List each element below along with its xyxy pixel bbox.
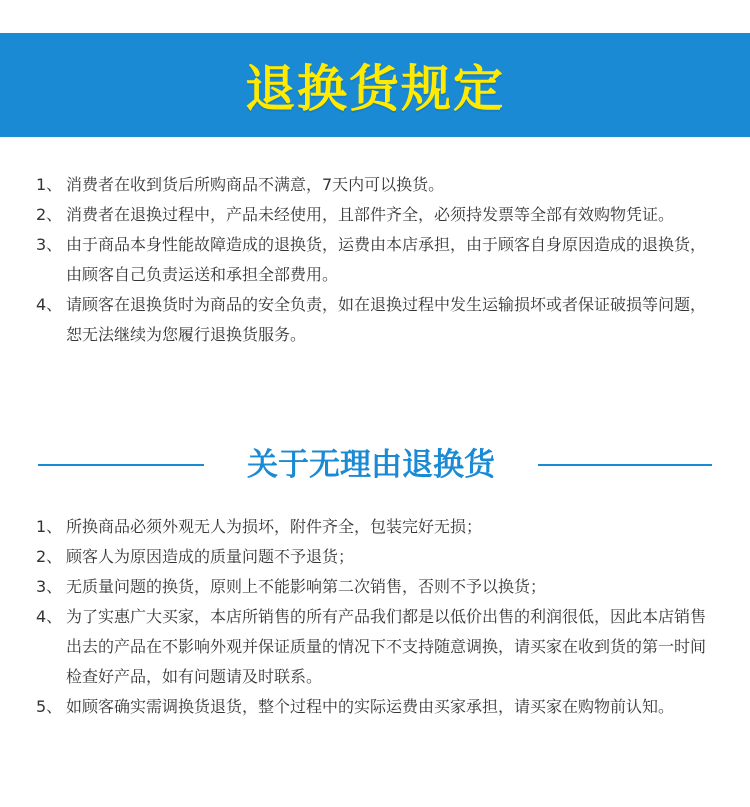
- item-number: 5、: [36, 697, 63, 716]
- list-item: [0, 200, 750, 230]
- item-number: 4、: [36, 295, 63, 314]
- section-title: 关于无理由退换货: [247, 447, 495, 483]
- divider-left: [38, 464, 204, 466]
- return-rules-section: [0, 170, 750, 350]
- item-text: 如顾客确实需调换货退货，整个过程中的实际运费由买家承担，请买家在购物前认知。: [66, 697, 675, 716]
- item-text: 消费者在退换过程中，产品未经使用，且部件齐全，必须持发票等全部有效购物凭证。: [66, 205, 675, 224]
- item-number: 3、: [36, 577, 63, 596]
- item-text: 请顾客在退换货时为商品的安全负责，如在退换过程中发生运输损坏或者保证破损等问题，恕无法继续为您履行退换货服务。: [66, 295, 707, 344]
- no-reason-return-section: [0, 512, 750, 722]
- list-item: [0, 692, 750, 722]
- item-text: 消费者在收到货后所购商品不满意，7天内可以换货。: [66, 175, 445, 194]
- item-number: 1、: [36, 517, 63, 536]
- page-title: 退换货规定: [245, 60, 505, 118]
- item-number: 3、: [36, 235, 63, 254]
- no-reason-rules-list: [0, 512, 750, 722]
- list-item: [0, 290, 750, 350]
- item-number: 2、: [36, 205, 63, 224]
- list-item: [0, 230, 750, 290]
- item-number: 4、: [36, 607, 63, 626]
- item-text: 由于商品本身性能故障造成的退换货，运费由本店承担，由于顾客自身原因造成的退换货，由顾客自己负责运送和承担全部费用。: [66, 235, 707, 284]
- list-item: [0, 542, 750, 572]
- item-text: 无质量问题的换货，原则上不能影响第二次销售，否则不予以换货；: [66, 577, 547, 596]
- item-text: 为了实惠广大买家，本店所销售的所有产品我们都是以低价出售的利润很低，因此本店销售出去的产品在不影响外观并保证质量的情况下不支持随意调换，请买家在收到货的第一时间检查好产品，如有问题请及时联系。: [66, 607, 707, 686]
- item-number: 1、: [36, 175, 63, 194]
- item-number: 2、: [36, 547, 63, 566]
- title-banner: [0, 33, 750, 137]
- item-text: 顾客人为原因造成的质量问题不予退货；: [66, 547, 355, 566]
- list-item: [0, 170, 750, 200]
- list-item: [0, 602, 750, 692]
- return-rules-list: [0, 170, 750, 350]
- list-item: [0, 572, 750, 602]
- item-text: 所换商品必须外观无人为损坏，附件齐全，包装完好无损；: [66, 517, 483, 536]
- divider-right: [538, 464, 712, 466]
- no-reason-return-heading: [0, 440, 750, 490]
- list-item: [0, 512, 750, 542]
